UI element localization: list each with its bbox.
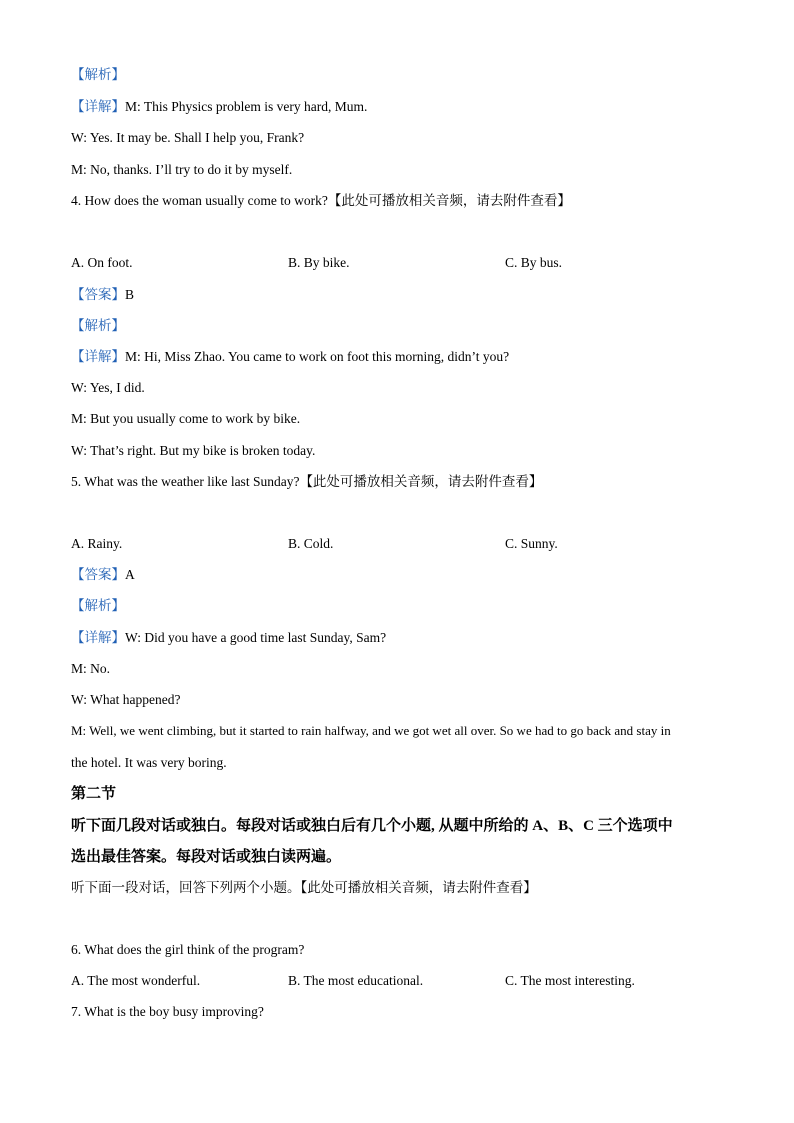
answer-tag: 【答案】 (71, 287, 125, 302)
question-5 (71, 473, 542, 491)
section-instruction: 听下面几段对话或独白。每段对话或独白后有几个小题, 从题中所给的 A、B、C 三个选项中 (71, 818, 673, 834)
question-4 (71, 192, 571, 210)
section-heading: 第二节 (71, 786, 117, 802)
answer-value: B (125, 287, 135, 302)
detail-tag: 【详解】 (71, 349, 125, 364)
dialogue-line: M: This Physics problem is very hard, Mum. (125, 99, 368, 114)
dialogue-line: W: That’s right. But my bike is broken today. (71, 443, 316, 458)
dialogue-line: M: Well, we went climbing, but it started to rain halfway, and we got wet all over. So we had to go back and stay in (71, 723, 671, 738)
answer-line (71, 566, 135, 584)
answer-tag: 【答案】 (71, 567, 125, 582)
dialogue-line: W: Did you have a good time last Sunday, Sam? (125, 630, 387, 645)
detail-line (71, 629, 386, 647)
detail-line (71, 348, 509, 366)
dialogue-line: W: Yes. It may be. Shall I help you, Frank? (71, 130, 305, 145)
dialogue-line: M: No. (71, 661, 111, 676)
analysis-tag: 【解析】 (71, 67, 125, 82)
detail-tag: 【详解】 (71, 630, 125, 645)
detail-tag: 【详解】 (71, 99, 125, 114)
answer-value: A (125, 567, 135, 582)
option-b: B. By bike. (288, 255, 350, 270)
question-7: 7. What is the boy busy improving? (71, 1004, 264, 1019)
dialogue-line: M: No, thanks. I’ll try to do it by myself. (71, 162, 293, 177)
option-b: B. Cold. (288, 536, 334, 551)
option-a: A. On foot. (71, 255, 133, 270)
option-b: B. The most educational. (288, 973, 424, 988)
option-a: A. The most wonderful. (71, 973, 201, 988)
question-6: 6. What does the girl think of the program? (71, 942, 305, 957)
dialogue-line: M: Hi, Miss Zhao. You came to work on foot this morning, didn’t you? (125, 349, 510, 364)
intro-text: 听下面一段对话，回答下列两个小题。 (71, 880, 301, 895)
section-intro (71, 879, 537, 897)
section-instruction: 选出最佳答案。每段对话或独白读两遍。 (71, 849, 342, 865)
analysis-tag: 【解析】 (71, 598, 125, 613)
audio-note: 【此处可播放相关音频，请去附件查看】 (299, 474, 543, 489)
dialogue-line: M: But you usually come to work by bike. (71, 411, 301, 426)
dialogue-line: the hotel. It was very boring. (71, 755, 227, 770)
option-c: C. By bus. (505, 255, 563, 270)
audio-note: 【此处可播放相关音频，请去附件查看】 (327, 193, 571, 208)
dialogue-line: W: Yes, I did. (71, 380, 145, 395)
question-text: 4. How does the woman usually come to work? (71, 193, 328, 208)
answer-line (71, 286, 134, 304)
question-text: 5. What was the weather like last Sunday? (71, 474, 300, 489)
detail-line (71, 98, 367, 116)
analysis-tag: 【解析】 (71, 318, 125, 333)
audio-note: 【此处可播放相关音频，请去附件查看】 (300, 880, 537, 895)
option-c: C. Sunny. (505, 536, 558, 551)
option-c: C. The most interesting. (505, 973, 635, 988)
option-a: A. Rainy. (71, 536, 123, 551)
dialogue-line: W: What happened? (71, 692, 181, 707)
